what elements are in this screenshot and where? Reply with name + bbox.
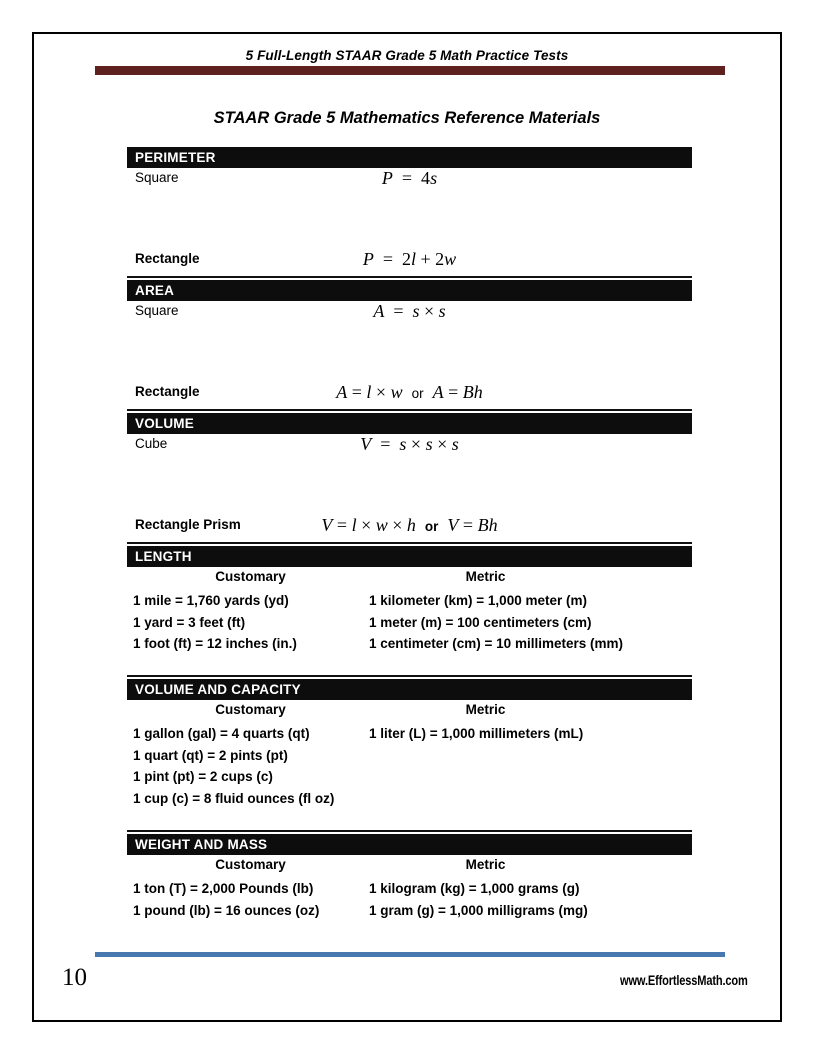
formula-list-perimeter (127, 168, 692, 276)
reference-materials-content (127, 147, 692, 924)
section-title: PERIMETER (135, 150, 216, 165)
formula-label: Rectangle (135, 384, 200, 399)
conversion-table-weight-mass (127, 855, 692, 924)
list-item: 1 quart (qt) = 2 pints (pt) (133, 747, 288, 763)
table-body (127, 878, 692, 924)
conversion-table-volume-capacity (127, 700, 692, 811)
list-item: 1 cup (c) = 8 fluid ounces (fl oz) (133, 790, 335, 806)
formula-connector: or (424, 519, 439, 534)
list-item: 1 liter (L) = 1,000 millimeters (mL) (369, 726, 584, 741)
section-volume (127, 409, 692, 542)
formula-expression: P = 2l + 2w (362, 249, 457, 269)
list-item: 1 centimeter (cm) = 10 millimeters (mm) (369, 636, 623, 651)
page-title: STAAR Grade 5 Mathematics Reference Materials (213, 109, 601, 127)
list-item: 1 yard = 3 feet (ft) (133, 614, 246, 630)
section-perimeter (127, 147, 692, 276)
formula-label: Rectangle Prism (135, 517, 241, 532)
section-divider (127, 830, 692, 832)
section-divider (127, 675, 692, 677)
column-header-customary: Customary (215, 857, 286, 872)
formula-expression: P = 4s (381, 168, 438, 188)
formula-row (127, 168, 692, 222)
column-header-customary: Customary (215, 569, 286, 584)
formula-connector: or (411, 386, 424, 401)
page-number: 10 (62, 964, 87, 991)
list-item: 1 kilogram (kg) = 1,000 grams (g) (369, 881, 580, 896)
formula-label: Rectangle (135, 251, 200, 266)
formula-expression: A = s × s (373, 301, 446, 321)
formula-row (127, 488, 692, 542)
column-header-customary: Customary (215, 702, 286, 717)
section-area (127, 276, 692, 409)
list-item: 1 foot (ft) = 12 inches (in.) (133, 636, 297, 651)
formula-row (127, 434, 692, 488)
section-title: VOLUME AND CAPACITY (135, 682, 301, 697)
table-body (127, 723, 692, 811)
formula-row (127, 222, 692, 276)
list-item: 1 pint (pt) = 2 cups (c) (133, 769, 273, 784)
section-divider (127, 276, 692, 278)
section-header-length (127, 546, 692, 567)
column-metric (369, 723, 699, 745)
formula-label: Cube (135, 436, 168, 451)
column-metric (369, 590, 699, 655)
section-header-weight-and-mass (127, 834, 692, 855)
table-header-row (127, 857, 692, 878)
list-item: 1 gallon (gal) = 4 quarts (qt) (133, 726, 310, 741)
formula-expression: V = l × w × h or V = Bh (321, 515, 498, 535)
section-weight-and-mass (127, 830, 692, 924)
formula-label: Square (135, 303, 179, 318)
section-header-area (127, 280, 692, 301)
page-frame (32, 32, 782, 1022)
list-item: 1 gram (g) = 1,000 milligrams (mg) (369, 902, 588, 918)
formula-label: Square (135, 170, 179, 185)
column-metric (369, 878, 699, 921)
section-title: WEIGHT AND MASS (135, 837, 268, 852)
section-header-volume-and-capacity (127, 679, 692, 700)
column-customary (133, 723, 369, 809)
list-item: 1 pound (lb) = 16 ounces (oz) (133, 902, 320, 918)
section-title: VOLUME (135, 416, 194, 431)
formula-list-volume (127, 434, 692, 542)
table-header-row (127, 569, 692, 590)
list-item: 1 kilometer (km) = 1,000 meter (m) (369, 593, 587, 608)
table-header-row (127, 702, 692, 723)
formula-expression: A = l × w or A = Bh (336, 382, 483, 402)
column-header-metric: Metric (465, 702, 506, 717)
table-body (127, 590, 692, 656)
list-item: 1 meter (m) = 100 centimeters (cm) (369, 614, 592, 630)
column-header-metric: Metric (465, 569, 506, 584)
header-rule (95, 66, 725, 75)
formula-row (127, 301, 692, 355)
list-item: 1 ton (T) = 2,000 Pounds (lb) (133, 881, 314, 896)
running-head: 5 Full-Length STAAR Grade 5 Math Practice Tests (245, 48, 569, 63)
footer-rule (95, 952, 725, 957)
section-divider (127, 542, 692, 544)
list-item: 1 mile = 1,760 yards (yd) (133, 593, 289, 608)
section-length (127, 542, 692, 675)
section-header-perimeter (127, 147, 692, 168)
section-title: LENGTH (135, 549, 192, 564)
section-title: AREA (135, 283, 175, 298)
column-header-metric: Metric (465, 857, 506, 872)
section-header-volume (127, 413, 692, 434)
column-customary (133, 878, 369, 921)
site-url: www.EffortlessMath.com (620, 973, 748, 988)
column-customary (133, 590, 369, 655)
section-divider (127, 409, 692, 411)
formula-expression: V = s × s × s (360, 434, 459, 454)
conversion-table-length (127, 567, 692, 656)
section-volume-and-capacity (127, 675, 692, 830)
formula-list-area (127, 301, 692, 409)
formula-row (127, 355, 692, 409)
